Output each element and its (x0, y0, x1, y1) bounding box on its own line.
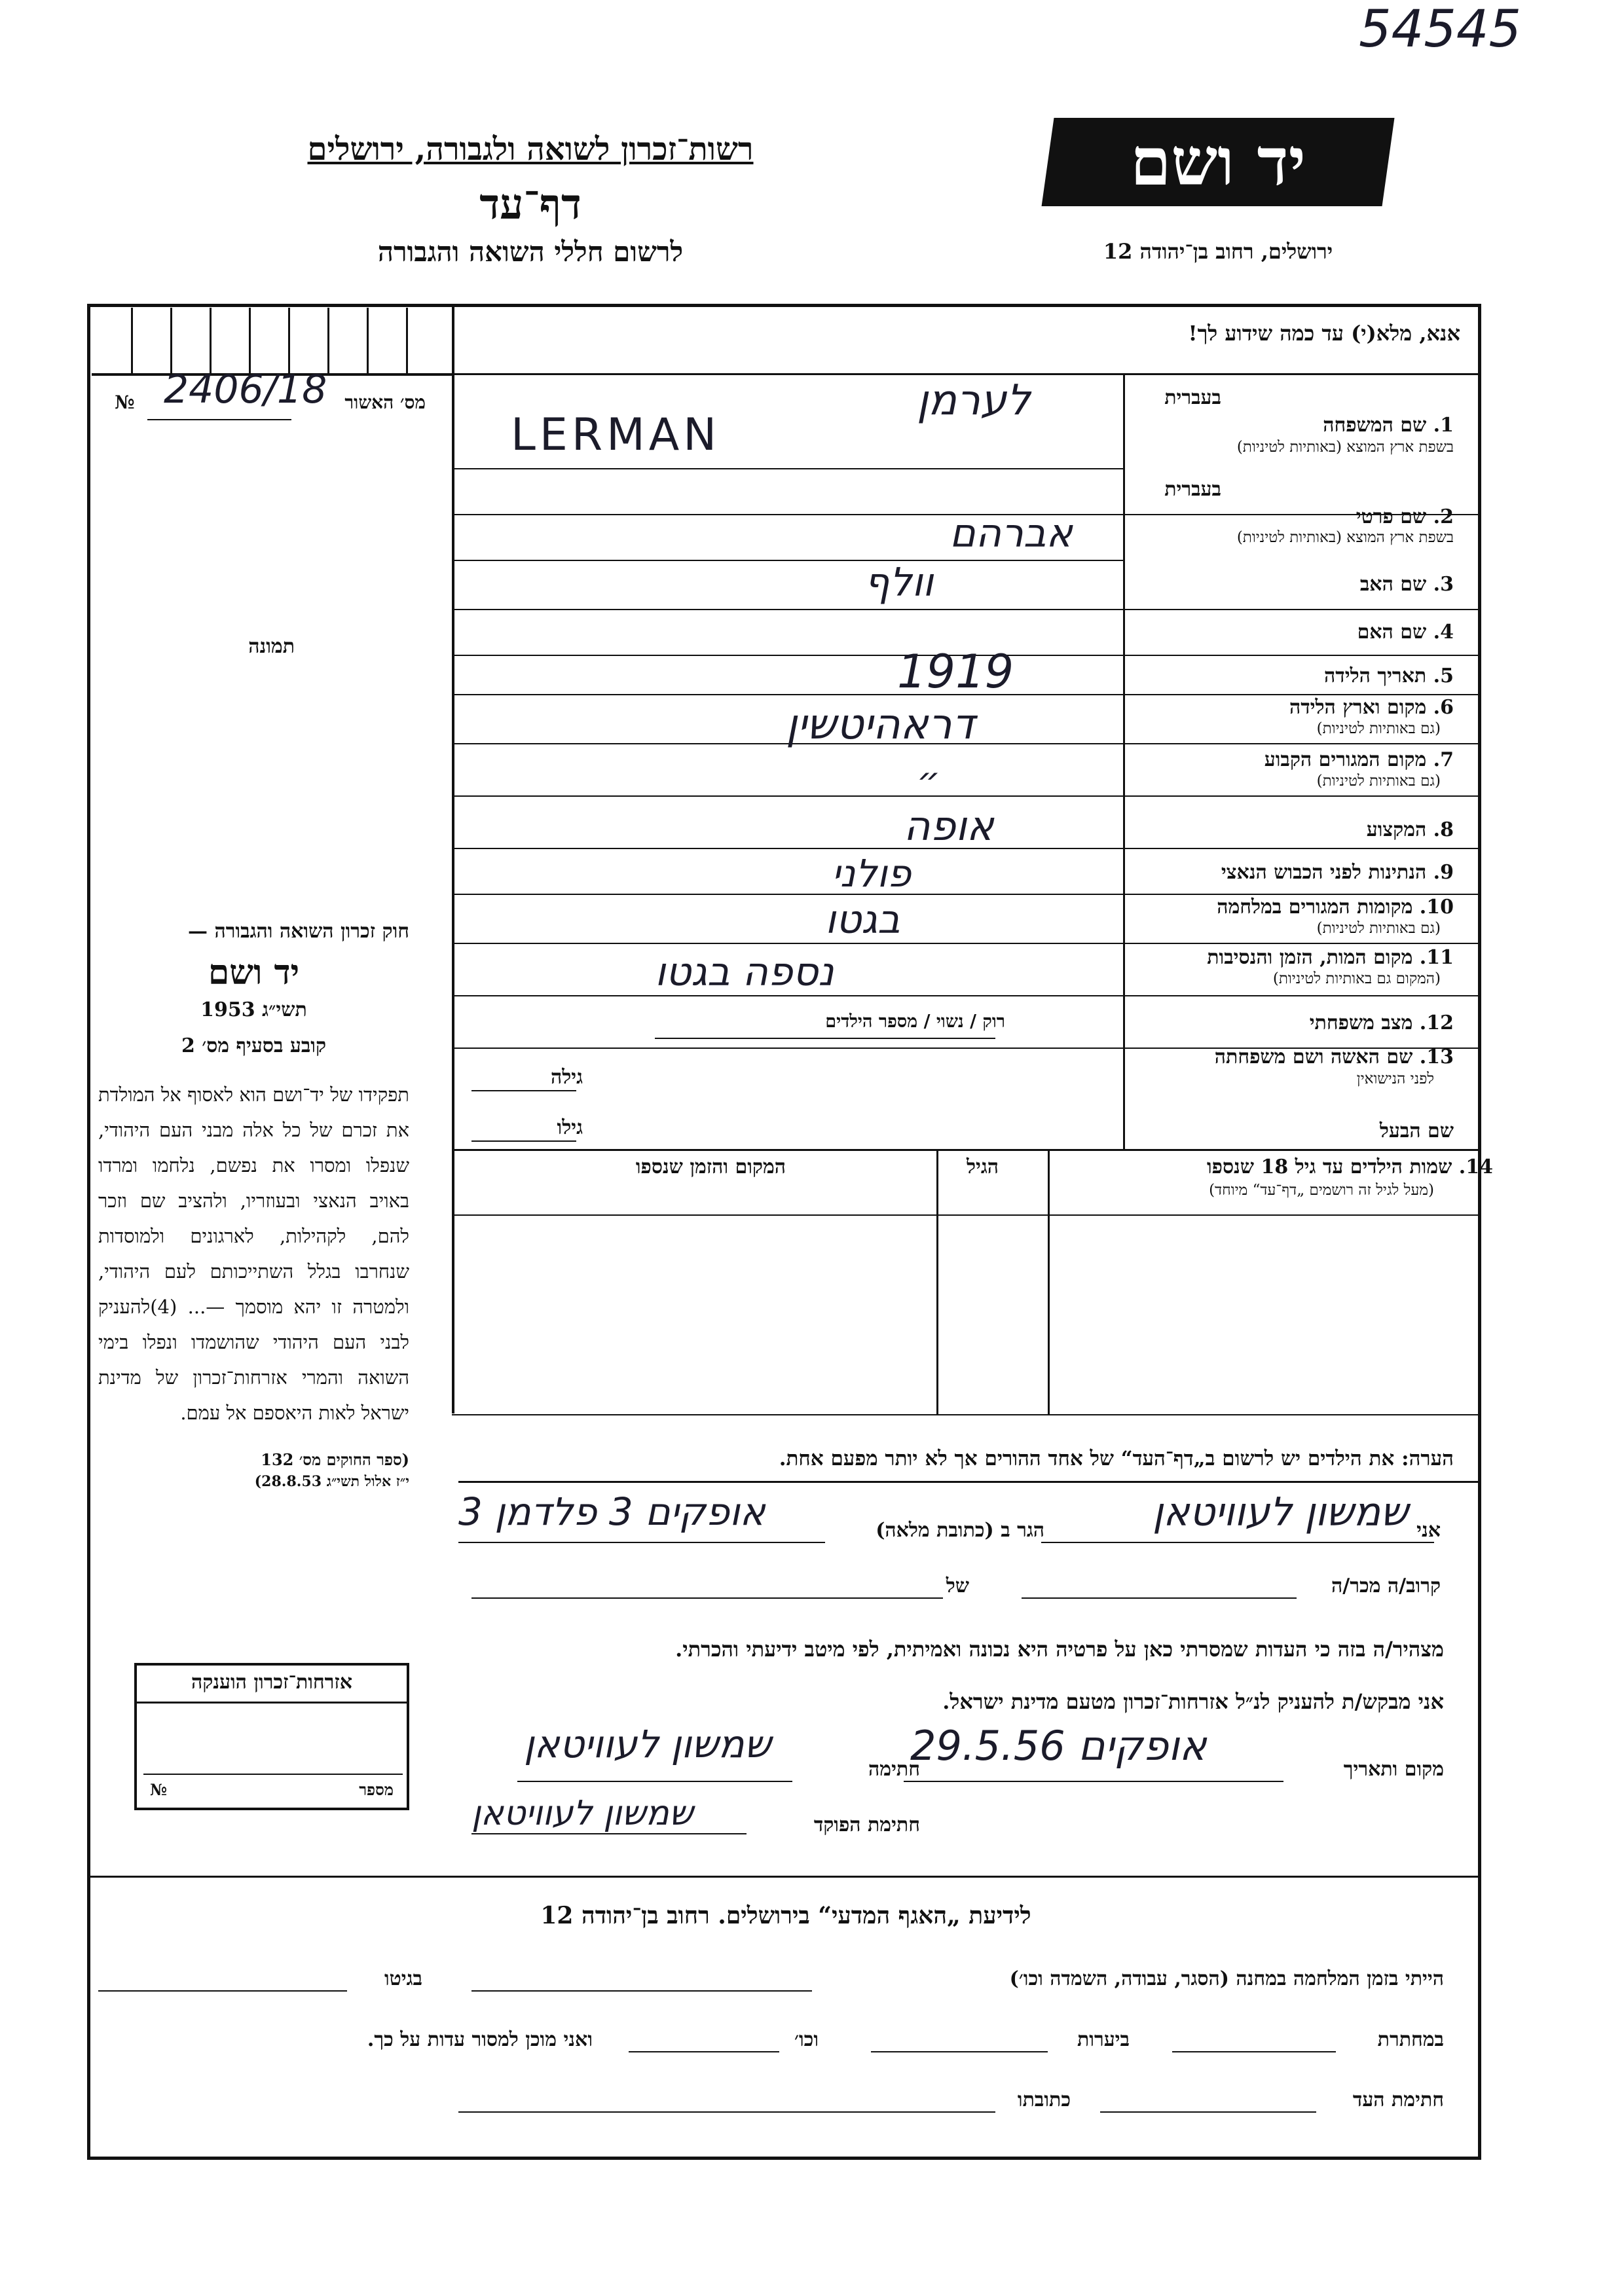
request: אני מבקש/ת להעניק לנ״ל אזרחות־זכרון מטעם מדינת ישראל. (942, 1689, 1444, 1714)
field-2-value: אברהם (950, 511, 1073, 556)
field-10-value: בגטו (825, 897, 900, 943)
field-14-sub: (מעל לגיל זה רושמים „דף־עד“ מיוחד) (1209, 1182, 1434, 1199)
citizenship-number-label: מספר (359, 1780, 394, 1799)
field-7-value: ״ (917, 759, 941, 802)
husband-age-label: גילו (557, 1116, 583, 1139)
field-12-label: 12. מצב משפחתי (1309, 1011, 1454, 1034)
footer-address: כתובתו (1017, 2088, 1071, 2111)
field-6-label: 6. מקום וארץ הלידה (1289, 696, 1454, 719)
law-ref-2: י״ז אלול תשי״ג 28.8.53) (254, 1473, 409, 1490)
i-am-label: אני (1416, 1519, 1441, 1542)
field-12-options: רוק / נשוי / מספר הילדים (825, 1011, 1005, 1032)
citizenship-title: אזרחות־זכרון הוענקה (191, 1671, 353, 1694)
of-label: של (946, 1575, 969, 1597)
footer-underground: במחתרת (1377, 2028, 1444, 2051)
tick-marks (92, 308, 452, 373)
residing-label: הגר ב (כתובת מלאה) (876, 1519, 1044, 1542)
law-text: תפקידו של יד־ושם הוא לאסוף אל המולדת את זכרם של כל אלה מבני העם היהודי, שנפלו ומסרו את נפשם, נלחמו ומרדו באויב הנאצי ובעוזריו, ולהציב שם וזכר להם, לקהילות, לארגונים ולמוסדות שנחרבו בגלל השתייכותם לעם היהודי, ולמטרה זו יהא מוסמך —... (4)להעניק לבני העם היהודי שהושמדו ונפלו בימי השואה והמרי אזרחות־זכרון של מדינת ישראל לאות היאספם אל עמם. (98, 1084, 409, 1424)
field-6-value: דראהיטשין (786, 701, 975, 749)
receipt-no-mark: № (115, 392, 135, 413)
footer-info: לידיעת „האגף המדעי“ בירושלים. רחוב בן־יהודה 12 (540, 1902, 1031, 1929)
field-11-label: 11. מקום המות, הזמן והנסיבות (1207, 946, 1454, 969)
note: הערה: את הילדים יש לרשום ב„דף־העד“ של אחד ההורים אך לא יותר מפעם אחת. (779, 1447, 1454, 1470)
archive-number: 54545 (1359, 0, 1522, 59)
wife-age-label: גילה (550, 1066, 583, 1089)
citizenship-box (134, 1663, 409, 1810)
divider-labels-column (1123, 373, 1125, 1149)
field-8-value: אופה (904, 802, 994, 850)
law-ref-1: (ספר החוקים מס׳ 132 (261, 1450, 409, 1469)
photo-label: תמונה (248, 635, 295, 658)
footer-etc: וכו׳ (794, 2028, 819, 2051)
authority-name: רשות־זכרון לשואה ולגבורה, ירושלים (307, 131, 754, 168)
citizenship-no-mark: № (150, 1780, 168, 1799)
field-1-sub: בשפת ארץ המוצא (באותיות לטיניות) (1236, 439, 1454, 456)
field-1-tag: בעברית (1164, 386, 1221, 409)
statement: מצהיר/ה בזה כי העדות שמסרתי כאן על פרטיה היא נכונה ואמיתית, לפי מיטב ידיעתי והכרתי. (675, 1637, 1444, 1662)
husband-label: שם הבעל (1379, 1120, 1454, 1142)
law-name: יד ושם (208, 953, 300, 993)
col-age: הגיל (966, 1156, 999, 1178)
field-7-sub: (גם באותיות לטיניות) (1316, 773, 1441, 790)
field-6-sub: (גם באותיות לטיניות) (1316, 720, 1441, 737)
field-10-sub: (גם באותיות לטיניות) (1316, 920, 1441, 937)
relative-label: קרוב/ה מכר/ה (1331, 1575, 1441, 1597)
field-13-sub: לפני הנישואין (1356, 1070, 1434, 1087)
field-2-sub: בשפת ארץ המוצא (באותיות לטיניות) (1236, 529, 1454, 546)
field-4-label: 4. שם האם (1357, 621, 1454, 644)
footer-witness-signature: חתימת העד (1352, 2088, 1444, 2111)
place-date-value: אופקים 29.5.56 (910, 1722, 1207, 1770)
field-9-label: 9. הנתינות לפני הכבוש הנאצי (1221, 861, 1454, 884)
signature-label: חתימה (868, 1758, 920, 1781)
field-1-label: 1. שם המשפחה (1323, 414, 1454, 437)
address: ירושלים, רחוב בן־יהודה 12 (1103, 239, 1333, 264)
place-date-label: מקום ותאריך (1343, 1758, 1444, 1781)
field-7-label: 7. מקום המגורים הקבוע (1264, 748, 1454, 771)
field-1-value-latin: LERMAN (511, 409, 721, 461)
field-14-label: 14. שמות הילדים עד גיל 18 שנספו (1206, 1156, 1493, 1178)
form-subtitle: לרשום חללי השואה והגבורה (377, 236, 684, 268)
receipt-number: 2406/18 (164, 367, 327, 412)
law-year: תשי״ג 1953 (200, 998, 307, 1021)
field-10-label: 10. מקומות המגורים במלחמה (1217, 896, 1454, 919)
field-13-label: 13. שם האשה ושם משפחתה (1214, 1046, 1454, 1068)
receipt-label: מס׳ האשור (344, 392, 426, 413)
footer-ready: ואני מוכן למסור עדות על כך. (367, 2028, 593, 2051)
field-1-value-hebrew: לערמן (917, 376, 1031, 425)
field-9-value: פולני (832, 851, 912, 896)
field-11-sub: (המקום גם באותיות לטיניות) (1272, 970, 1441, 987)
law-clause: קובע בסעיף מס׳ 2 (181, 1034, 327, 1057)
law-title: חוק זכרון השואה והגבורה — (188, 920, 409, 943)
yad-vashem-logo (1042, 118, 1395, 206)
field-8-label: 8. המקצוע (1366, 818, 1454, 841)
field-2-label: 2. שם פרטי (1356, 505, 1454, 528)
declarant-name: שמשון לעוויטאן (1153, 1489, 1409, 1535)
declarant-address: אופקים 3 פלדמן 3 (458, 1489, 766, 1534)
field-11-value: נספה בגטו (655, 949, 834, 995)
footer-line1: הייתי בזמן המלחמה במחנה (הסגר, עבודה, השמדה וכו׳) (1009, 1967, 1444, 1990)
field-5-value: 1919 (897, 645, 1014, 699)
col-place: המקום והזמן שנספו (635, 1156, 786, 1178)
officer-label: חתימת הפוקד (813, 1813, 920, 1836)
divider-left-column (452, 304, 454, 1413)
declarant-signature: שמשון לעוויטאן (524, 1722, 771, 1766)
instructions: אנא, מלא(י) עד כמה שידוע לך! (1188, 321, 1460, 346)
footer-ghetto: בגיטו (384, 1967, 422, 1990)
field-2-tag: בעברית (1164, 478, 1221, 501)
officer-signature: שמשון לעוויטאן (471, 1794, 693, 1833)
field-3-value: וולף (864, 560, 934, 606)
form-title: דף־עד (479, 180, 581, 229)
field-5-label: 5. תאריך הלידה (1324, 665, 1454, 687)
field-3-label: 3. שם האב (1359, 573, 1454, 596)
logo-text: יד ושם (1130, 123, 1306, 200)
footer-forests: ביערות (1077, 2028, 1130, 2051)
